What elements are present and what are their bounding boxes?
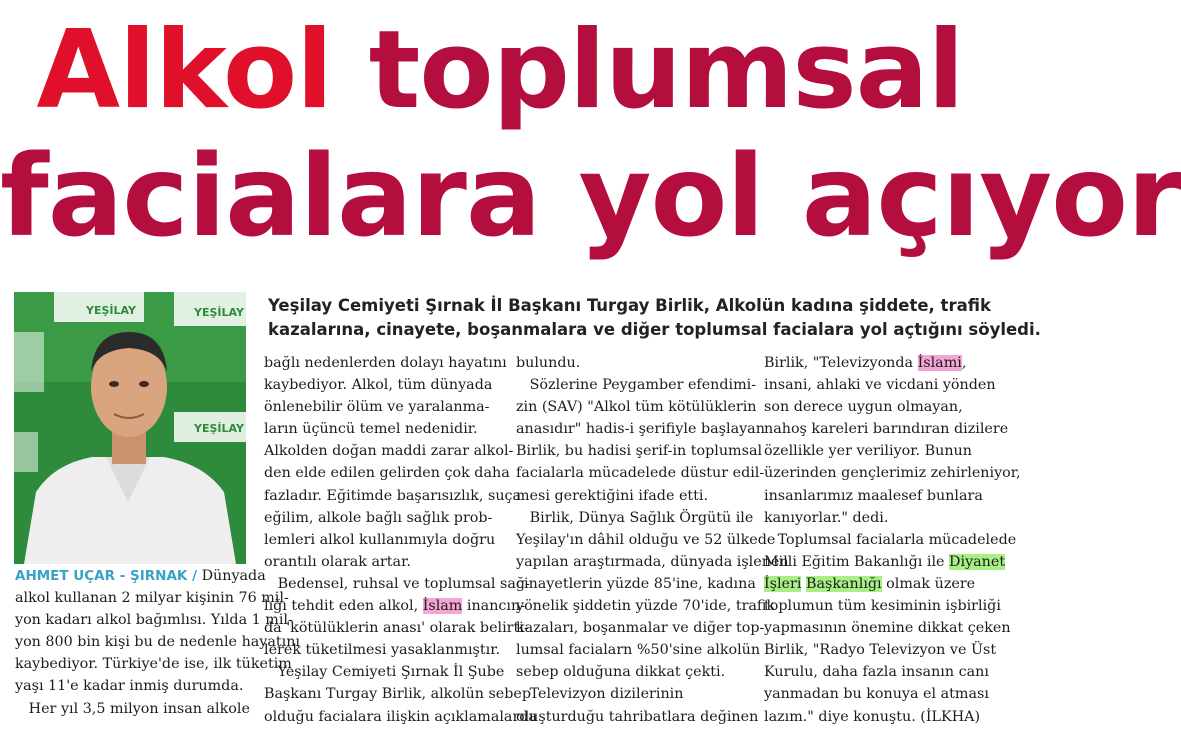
column-line: bulundu. — [516, 355, 581, 371]
column-line: alkol kullanan 2 milyar kişinin 76 mil- — [15, 590, 289, 607]
column-line: yon 800 bin kişi bu de nedenle hayatını — [15, 634, 300, 651]
column-line: önlenebilir ölüm ve yaralanma- — [264, 399, 490, 416]
article-deck — [268, 294, 1041, 342]
column-line: mesi gerektiğini ifade etti. — [516, 487, 709, 504]
column-line: lazım." diye konuştu. (İLKHA) — [764, 708, 981, 725]
column-line: nahoş kareleri barındıran dizilere — [764, 421, 1009, 438]
column-line: kazaları, boşanmalar ve diğer top- — [516, 620, 765, 637]
portrait-photo — [14, 292, 246, 564]
column-line: eğilim, alkole bağlı sağlık prob- — [264, 509, 493, 526]
column-line: özellikle yer veriliyor. Bunun — [764, 443, 972, 460]
column-line: olmak üzere — [881, 575, 976, 592]
column-line: Birlik, "Radyo Televizyon ve Üst — [764, 642, 997, 659]
column-line: Birlik, Dünya Sağlık Örgütü ile — [516, 509, 754, 526]
column-line: yon kadarı alkol bağımlısı. Yılda 1 mil- — [15, 612, 293, 629]
column-0 — [15, 565, 300, 720]
column-line: son derece uygun olmayan, — [764, 399, 963, 416]
column-line: yapılan araştırmada, dünyada işlenen — [516, 553, 789, 570]
column-line: zin (SAV) "Alkol tüm kötülüklerin — [516, 399, 757, 416]
column-line: Yeşilay Cemiyeti Şırnak İl Şube — [264, 664, 505, 681]
column-line: kaybediyor. Türkiye'de ise, ilk tüketim — [15, 656, 292, 673]
column-line: insani, ahlaki ve vicdani yönden — [764, 377, 996, 394]
column-line: Bedensel, ruhsal ve toplumsal sağ- — [264, 575, 530, 592]
column-line: den elde edilen gelirden çok daha — [264, 465, 510, 482]
column-line: Her yıl 3,5 milyon insan alkole — [15, 700, 250, 717]
column-line: fazladır. Eğitimde başarısızlık, suça — [264, 487, 522, 504]
column-line: insanlarımız maalesef bunlara — [764, 487, 983, 504]
column-line: Kurulu, daha fazla insanın canı — [764, 664, 989, 681]
column-line: kanıyorlar." dedi. — [764, 509, 889, 526]
column-line: Birlik, bu hadisi şerif-in toplumsal — [516, 443, 763, 460]
column-line: Televizyon dizilerinin — [516, 686, 684, 703]
column-line: facialarla mücadelede düstur edil- — [516, 465, 765, 482]
column-2 — [516, 352, 789, 728]
headline-text-2: facialara yol açıyor — [0, 132, 1181, 262]
column-line: Alkolden doğan maddi zarar alkol- — [264, 443, 514, 460]
column-line: anasıdır" hadis-i şerifiyle başlayan — [516, 421, 765, 438]
column-line: orantılı olarak artar. — [264, 553, 411, 570]
column-line: Sözlerine Peygamber efendimi- — [516, 377, 757, 394]
column-line: cinayetlerin yüzde 85'ine, kadına — [516, 575, 756, 592]
column-line: yönelik şiddetin yüzde 70'ide, trafik — [516, 598, 776, 615]
column-line: Başkanı Turgay Birlik, alkolün sebep — [264, 686, 532, 703]
portrait-illustration — [14, 292, 246, 564]
sign-text-2: YEŞİLAY — [194, 306, 244, 319]
column-line: inancın- — [462, 598, 526, 615]
column-line: da 'kötülüklerin anası' olarak belirti- — [264, 620, 529, 637]
highlight-diyanet: Diyanet — [949, 553, 1006, 570]
deck-line: kazalarına, cinayete, boşanmalara ve diğer toplumsal facialara yol açtığını söyledi. — [268, 320, 1041, 339]
column-line: lığı tehdit eden alkol, — [264, 598, 423, 615]
column-line: kaybediyor. Alkol, tüm dünyada — [264, 377, 493, 394]
sign-text-1: YEŞİLAY — [86, 304, 136, 317]
highlight-islam: İslam — [422, 598, 463, 615]
sign-text-3: YEŞİLAY — [194, 422, 244, 435]
headline-word-toplumsal: toplumsal — [368, 8, 964, 133]
column-line: , — [961, 355, 967, 371]
highlight-islami: İslami — [917, 355, 962, 371]
column-line: Toplumsal facialarla mücadelede — [764, 531, 1017, 548]
column-line: sebep olduğuna dikkat çekti. — [516, 664, 726, 681]
column-line: olduğu facialara ilişkin açıklamalarda — [264, 708, 537, 725]
column-line: yaşı 11'e kadar inmiş durumda. — [15, 678, 244, 695]
column-3 — [764, 352, 1021, 728]
headline-line-1 — [0, 8, 1000, 133]
deck-line: Yeşilay Cemiyeti Şırnak İl Başkanı Turgay Birlik, Alkolün kadına şiddete, trafik — [268, 296, 991, 315]
headline-word-alkol: Alkol — [36, 8, 333, 133]
headline-line-2 — [0, 132, 1181, 262]
column-line: lerek tüketilmesi yasaklanmıştır. — [264, 642, 500, 659]
column-line: oluşturduğu tahribatlara değinen — [516, 708, 759, 725]
column-1 — [264, 352, 537, 728]
column-line: Milli Eğitim Bakanlığı ile — [764, 553, 950, 570]
column-line: yanmadan bu konuya el atması — [764, 686, 989, 703]
column-line: lumsal facialarn %50'sine alkolün — [516, 642, 761, 659]
highlight-isleri: İşleri — [764, 575, 802, 592]
byline: AHMET UÇAR - ŞIRNAK / — [15, 568, 198, 584]
column-line: Birlik, "Televizyonda — [764, 355, 918, 371]
column-line: Dünyada — [201, 568, 266, 584]
column-line: toplumun tüm kesiminin işbirliği — [764, 598, 1001, 615]
column-line: yapmasının önemine dikkat çeken — [764, 620, 1011, 637]
highlight-baskanligi: Başkanlığı — [805, 575, 882, 592]
column-line: bağlı nedenlerden dolayı hayatını — [264, 355, 507, 371]
column-line: Yeşilay'ın dâhil olduğu ve 52 ülkede — [516, 531, 776, 548]
column-line: lemleri alkol kullanımıyla doğru — [264, 531, 496, 548]
column-line: ların üçüncü temel nedenidir. — [264, 421, 478, 438]
column-line: üzerinden gençlerimiz zehirleniyor, — [764, 465, 1021, 482]
